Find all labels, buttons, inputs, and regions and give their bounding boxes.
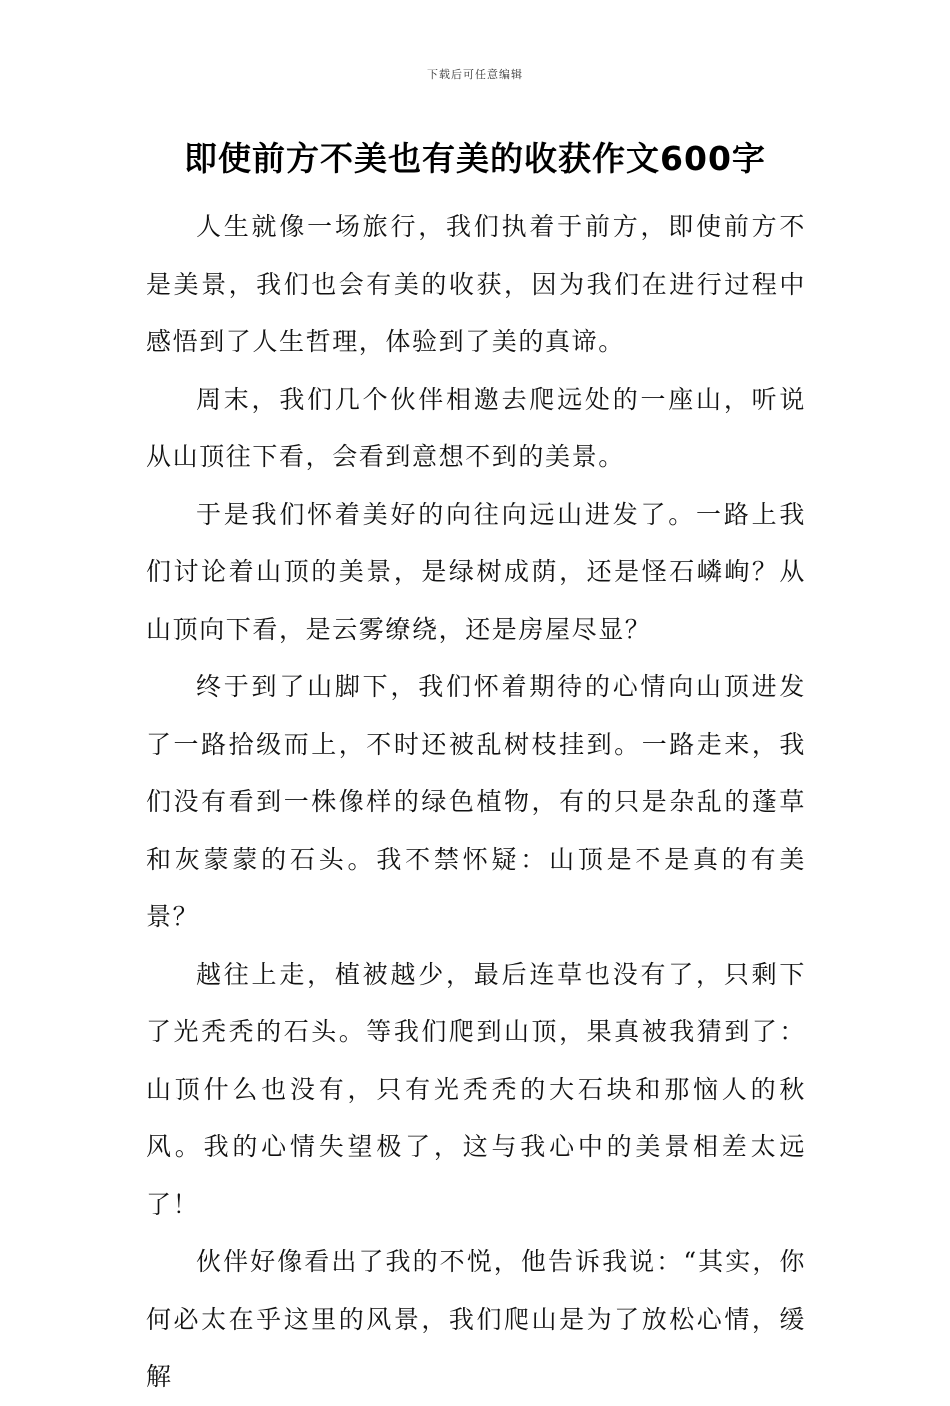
paragraph: 终于到了山脚下，我们怀着期待的心情向山顶进发了一路拾级而上，不时还被乱树枝挂到。一路走来，我们没有看到一株像样的绿色植物，有的只是杂乱的蓬草和灰蒙蒙的石头。我不禁怀疑：山顶是不是真的有美景？ — [146, 672, 806, 931]
header-note: 下载后可任意编辑 — [427, 68, 523, 81]
article-title: 即使前方不美也有美的收获作文600字 — [184, 139, 766, 178]
paragraph: 越往上走，植被越少，最后连草也没有了，只剩下了光秃秃的石头。等我们爬到山顶，果真被我猜到了：山顶什么也没有，只有光秃秃的大石块和那恼人的秋风。我的心情失望极了，这与我心中的美景相差太远了！ — [146, 959, 806, 1219]
article-body — [146, 198, 806, 1406]
paragraph: 周末，我们几个伙伴相邀去爬远处的一座山，听说从山顶往下看，会看到意想不到的美景。 — [146, 384, 806, 471]
paragraph: 人生就像一场旅行，我们执着于前方，即使前方不是美景，我们也会有美的收获，因为我们在进行过程中感悟到了人生哲理，体验到了美的真谛。 — [146, 212, 806, 356]
paragraph: 于是我们怀着美好的向往向远山进发了。一路上我们讨论着山顶的美景，是绿树成荫，还是怪石嶙峋？从山顶向下看，是云雾缭绕，还是房屋尽显？ — [146, 499, 806, 644]
paragraph: 伙伴好像看出了我的不悦，他告诉我说：“其实，你何必太在乎这里的风景，我们爬山是为了放松心情，缓解 — [146, 1247, 806, 1391]
